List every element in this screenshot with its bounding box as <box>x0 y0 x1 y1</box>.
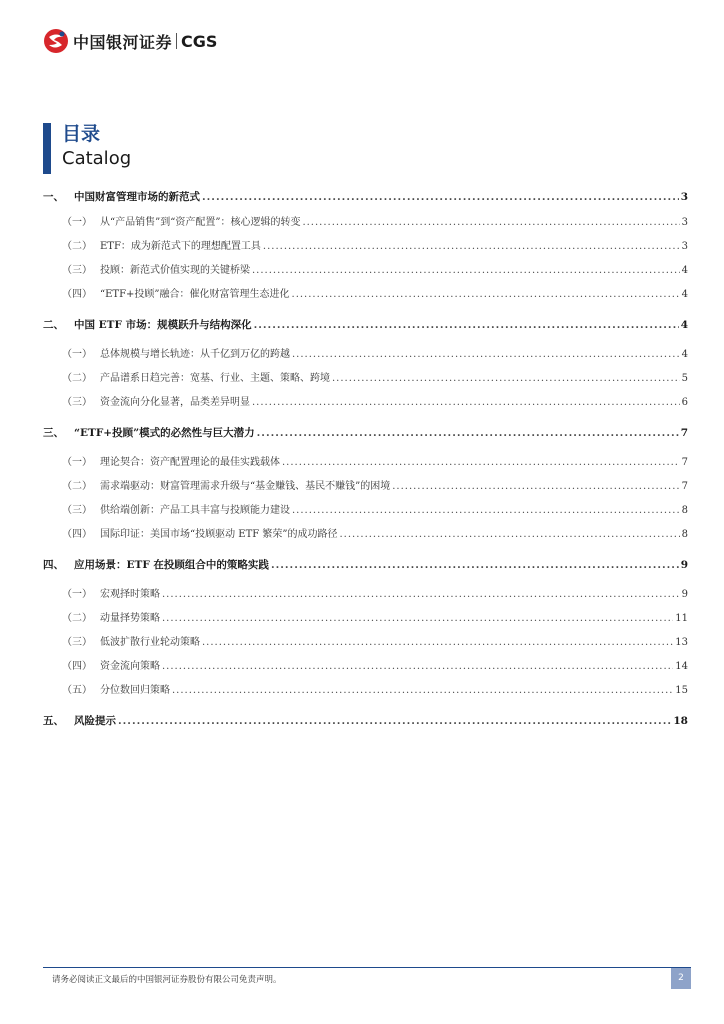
logo-text-en: CGS <box>181 31 218 51</box>
page-number: 2 <box>671 968 691 989</box>
toc-page: 13 <box>675 637 688 648</box>
toc-page: 3 <box>680 191 688 203</box>
toc-page: 3 <box>681 217 688 228</box>
toc-entry-1-1[interactable] <box>43 215 688 231</box>
toc-text: 资金流向分化显著，品类差异明显 <box>100 397 250 408</box>
toc-page: 7 <box>681 457 688 468</box>
toc-leader <box>332 371 680 387</box>
catalog-title-en: Catalog <box>62 148 132 169</box>
toc-entry-3-4[interactable] <box>43 527 688 543</box>
toc-number: （二） <box>62 481 92 492</box>
logo-divider <box>176 33 177 49</box>
toc-number: （二） <box>62 373 92 384</box>
toc-section-2[interactable] <box>43 317 688 333</box>
toc-section-5[interactable] <box>43 713 688 729</box>
toc-text: 产品谱系日趋完善：宽基、行业、主题、策略、跨境 <box>100 373 330 384</box>
toc-leader <box>292 347 680 363</box>
toc-leader <box>263 239 680 255</box>
toc-text: 低波扩散行业轮动策略 <box>100 637 200 648</box>
toc-page: 4 <box>681 265 688 276</box>
toc-page: 5 <box>681 373 688 384</box>
toc-number: 二、 <box>43 319 64 331</box>
footer-divider <box>43 967 691 968</box>
toc-entry-2-1[interactable] <box>43 347 688 363</box>
toc-page: 7 <box>681 481 688 492</box>
toc-leader <box>162 659 673 675</box>
toc-page: 7 <box>680 427 688 439</box>
toc-entry-4-1[interactable] <box>43 587 688 603</box>
toc-entry-2-3[interactable] <box>43 395 688 411</box>
toc-text: 风险提示 <box>74 715 116 727</box>
toc-page: 6 <box>681 397 688 408</box>
toc-leader <box>340 527 680 543</box>
toc-number: （四） <box>62 661 92 672</box>
toc-entry-3-3[interactable] <box>43 503 688 519</box>
toc-leader <box>254 317 679 333</box>
catalog-title-cn: 目录 <box>62 123 101 145</box>
toc-leader <box>392 479 679 495</box>
toc-leader <box>252 263 680 279</box>
toc-text: 中国财富管理市场的新范式 <box>74 191 200 203</box>
toc-number: （一） <box>62 349 92 360</box>
toc-text: 需求端驱动：财富管理需求升级与“基金赚钱、基民不赚钱”的困境 <box>100 481 391 492</box>
toc-entry-1-2[interactable] <box>43 239 688 255</box>
toc-leader <box>292 287 680 303</box>
toc-entry-4-3[interactable] <box>43 635 688 651</box>
toc-leader <box>292 503 680 519</box>
toc-number: 一、 <box>43 191 64 203</box>
toc-entry-4-2[interactable] <box>43 611 688 627</box>
toc-entry-2-2[interactable] <box>43 371 688 387</box>
toc-page: 14 <box>675 661 688 672</box>
toc-page: 15 <box>675 685 688 696</box>
toc-entry-3-2[interactable] <box>43 479 688 495</box>
logo-text-cn: 中国银河证券 <box>73 32 173 52</box>
toc-page: 18 <box>673 715 688 727</box>
toc-entry-4-4[interactable] <box>43 659 688 675</box>
toc-number: （一） <box>62 217 92 228</box>
footer-disclaimer: 请务必阅读正文最后的中国银河证券股份有限公司免责声明。 <box>52 975 282 985</box>
toc-number: （二） <box>62 613 92 624</box>
toc-number: （四） <box>62 529 92 540</box>
toc-number: （二） <box>62 241 92 252</box>
toc-page: 11 <box>675 613 688 624</box>
toc-entry-3-1[interactable] <box>43 455 688 471</box>
toc-leader <box>282 455 680 471</box>
toc-leader <box>252 395 680 411</box>
toc-leader <box>118 713 671 729</box>
toc-text: ETF：成为新范式下的理想配置工具 <box>100 241 261 252</box>
toc-text: 宏观择时策略 <box>100 589 160 600</box>
toc-entry-1-4[interactable] <box>43 287 688 303</box>
toc-leader <box>162 611 673 627</box>
toc-page: 8 <box>681 529 688 540</box>
toc-section-3[interactable] <box>43 425 688 441</box>
toc-text: “ETF+投顾”融合：催化财富管理生态进化 <box>100 289 290 300</box>
toc-section-1[interactable] <box>43 189 688 205</box>
toc-page: 4 <box>681 289 688 300</box>
toc-text: 动量择势策略 <box>100 613 160 624</box>
toc-text: 从“产品销售”到“资产配置”：核心逻辑的转变 <box>100 217 301 228</box>
toc-leader <box>271 557 679 573</box>
toc-number: （四） <box>62 289 92 300</box>
toc-leader <box>302 215 679 231</box>
toc-number: 四、 <box>43 559 64 571</box>
toc-number: （五） <box>62 685 92 696</box>
toc-number: （三） <box>62 265 92 276</box>
toc-text: 理论契合：资产配置理论的最佳实践载体 <box>100 457 280 468</box>
toc-page: 4 <box>680 319 688 331</box>
toc-text: 中国 ETF 市场：规模跃升与结构深化 <box>74 319 252 331</box>
toc-text: 应用场景：ETF 在投顾组合中的策略实践 <box>74 559 269 571</box>
toc-text: 供给端创新：产品工具丰富与投顾能力建设 <box>100 505 290 516</box>
toc-page: 3 <box>681 241 688 252</box>
toc-number: （一） <box>62 457 92 468</box>
toc-page: 4 <box>681 349 688 360</box>
toc-number: （三） <box>62 397 92 408</box>
title-accent-bar <box>43 123 51 174</box>
toc-text: 总体规模与增长轨迹：从千亿到万亿的跨越 <box>100 349 290 360</box>
table-of-contents <box>43 189 688 729</box>
toc-entry-1-3[interactable] <box>43 263 688 279</box>
toc-section-4[interactable] <box>43 557 688 573</box>
toc-number: 三、 <box>43 427 64 439</box>
toc-leader <box>162 587 680 603</box>
toc-leader <box>202 189 679 205</box>
toc-leader <box>202 635 673 651</box>
toc-text: 分位数回归策略 <box>100 685 170 696</box>
toc-number: （三） <box>62 505 92 516</box>
toc-page: 9 <box>681 589 688 600</box>
company-logo <box>43 28 217 54</box>
toc-number: （一） <box>62 589 92 600</box>
toc-leader <box>257 425 679 441</box>
toc-entry-4-5[interactable] <box>43 683 688 699</box>
toc-page: 9 <box>680 559 688 571</box>
toc-text: 国际印证：美国市场“投顾驱动 ETF 繁荣”的成功路径 <box>100 529 338 540</box>
toc-text: 资金流向策略 <box>100 661 160 672</box>
toc-page: 8 <box>681 505 688 516</box>
toc-number: 五、 <box>43 715 64 727</box>
toc-text: “ETF+投顾”模式的必然性与巨大潜力 <box>74 427 255 439</box>
toc-leader <box>172 683 673 699</box>
toc-number: （三） <box>62 637 92 648</box>
toc-text: 投顾：新范式价值实现的关键桥梁 <box>100 265 250 276</box>
cgs-logo-icon <box>43 28 69 54</box>
